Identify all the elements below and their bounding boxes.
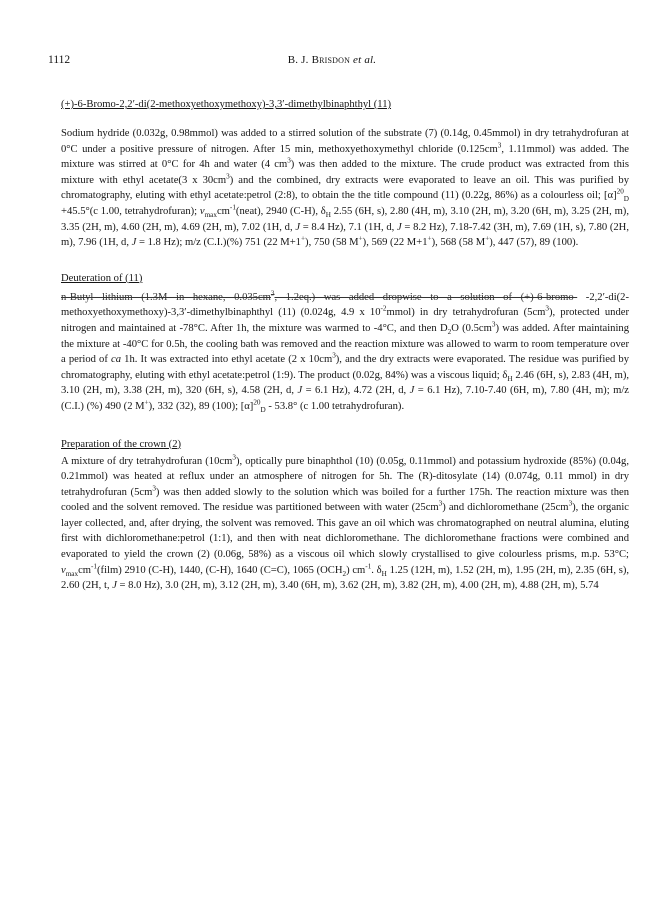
section-paragraph: Sodium hydride (0.032g, 0.98mmol) was added to a stirred solution of the substrate (7) (0.14g, 0.45mmol) in dry tetrahydrofuran at 0°C under a positive pressure of nitrogen. After 15 min, methoxyethoxymethyl chloride ($0.125cm^3$, 1.11mmol) was added. The mixture was stirred at 0°C for 4h and water (4 $cm^3$) was then added to the mixture. The crude product was extracted from this mixture with ethyl acetate(3 x $30cm^3$) and the combined, dry extracts were evaporated to leave an oil. This was purified by chromatography, eluting with ethyl acetate:petrol (2:8), to obtain the the title compound (11) (0.22g, 86%) as a colourless oil; $[\alpha]^{20}_D +45.5^\circ(c$ 1.00, tetrahydrofuran); $\nu_{max}cm^{-1}(neat)$, 2940 (C-H), $\delta_H$ 2.55 (6H, s), 2.80 (4H, m), 3.10 (2H, m), 3.20 (6H, m), 3.25 (2H, m), 3.35 (2H, m), 4.60 (2H, m), 4.69 (2H, m), 7.02 (1H, d, J = 8.4 Hz), 7.1 (1H, d, J = 8.2 Hz), 7.18-7.42 (3H, m), 7.69 (1H, s), 7.80 (2H, m), 7.96 (1H, d, J = 1.8 Hz); m/z (C.I.)(%) 751 (22 M+1+), 750 (58 M+), 569 (22 M+1+), 568 (58 M+), 447 (57), 89 (100). [61,128,629,249]
section-heading: Deuteration of (11) [61,272,143,284]
article-body [61,98,629,594]
page-number: 1112 [48,54,71,66]
section-crown-preparation [61,438,629,594]
section-bromo-compound [61,98,629,251]
authors-initials: B. J. [287,54,312,66]
authors-etal: et al. [350,54,377,66]
section-paragraph: A mixture of dry tetrahydrofuran $(10cm^3)$, optically pure binaphthol (10) (0.05g, 0.11mmol) and potassium hydroxide (85%) (0.04g, 0.21mmol) was heated at reflux under an atmosphere of nitrogen for 5h. The (R)-ditosylate (14) (0.074g, 0.11 mmol) in dry tetrahydrofuran $(5cm^3)$ was then added slowly to the solution which was boiled for a further 175h. The reaction mixture was then cooled and the solvent removed. The residue was partitioned between with water $(25cm^3)$ and dichloromethane $(25cm^3)$, the organic layer collected, and, after drying, the solvent was removed. This gave an oil which was chromatographed on neutral alumina, eluting first with dichloromethane:petrol (1:1), and then with neat dichloromethane. The dichloromethane fractions were combined and evaporated to yield the crown (2) (0.06g, 58%) as a viscous oil which slowly crystallised to give colourless prisms, m.p. 53°C; $\nu_{max}cm^{-1}(film)$ 2910 (C-H), 1440, (C-H), 1640 (C=C), 1065 $(OCH_2)$ $cm^{-1}$. $\delta_H$ 1.25 (12H, m), 1.52 (2H, m), 1.95 (2H, m), 2.35 (6H, s), 2.60 (2H, t, J = 8.0 Hz), 3.0 (2H, m), 3.12 (2H, m), 3.40 (6H, m), 3.62 (2H, m), 3.82 (2H, m), 4.00 (2H, m), 4.88 (2H, m), 5.74 [61,452,630,592]
section-heading: (+)-6-Bromo-2,2′-di(2-methoxyethoxymethoxy)-3,3′-dimethylbinaphthyl (11) [61,99,392,110]
running-head-authors [48,54,616,66]
section-heading: Preparation of the crown (2) [61,438,182,450]
authors-surname: Brisdon [311,54,351,66]
section-deuteration [61,272,629,415]
section-paragraph: n-Butyl lithium (1.3M in hexane, $0.035cm^3$, 1.2eq.) was added dropwise to a solution of (+)-6-bromo- -2,2′-di(2-methoxyethoxymethoxy)-3,3′-dimethylbinaphthyl (11) (0.024g, 4.9 x $10^{-2}mmol$) in dry tetrahydrofuran $(5cm^3)$, protected under nitrogen and maintained at -78°C. After 1h, the mixture was warmed to -4°C, and then $D_2O$ $(0.5cm^3)$ was added. After maintaining the mixture at -40°C for 0.5h, the cooling bath was removed and the reaction mixture was allowed to warm to room temperature over a period of ca 1h. It was extracted into ethyl acetate (2 x $10cm^3$), and the dry extracts were evaporated. The residue was purified by chromatography, eluting with ethyl acetate:petrol (1:9). The product (0.02g, 84%) was a viscous liquid; $\delta_H$ 2.46 (6H, s), 2.83 (4H, m), 3.10 (2H, m), 3.38 (2H, m), 320 (6H, s), 4.58 (2H, d, J = 6.1 Hz), 4.72 (2H, d, J = 6.1 Hz), 7.10-7.40 (6H, m), 7.80 (4H, m); m/z (C.I.) (%) 490 (2 M+), 332 (32), 89 (100); $[\alpha]^{20}_D - 53.8^\circ$ (c 1.00 tetrahydrofuran). [61,289,630,415]
page-header [48,54,616,70]
